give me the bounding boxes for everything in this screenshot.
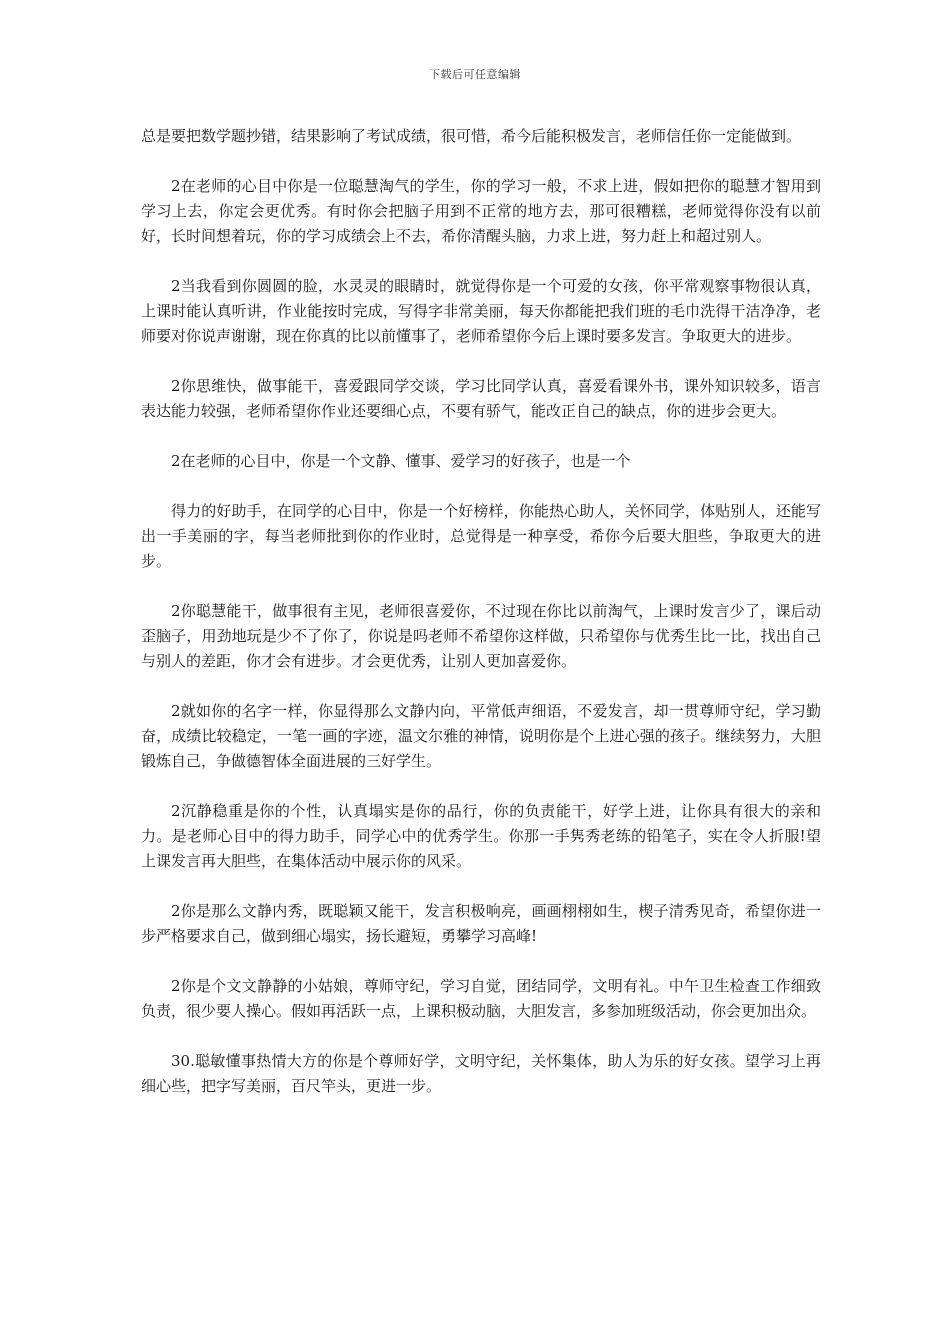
paragraph: 2你是那么文静内秀，既聪颖又能干，发言积极响亮，画画栩栩如生，楔子清秀见奇，希望你进一步严格要求自己，做到细心塌实，扬长避短，勇攀学习高峰! bbox=[141, 902, 821, 945]
paragraph: 总是要把数学题抄错，结果影响了考试成绩，很可惜，希今后能积极发言，老师信任你一定能做到。 bbox=[141, 127, 802, 145]
paragraph: 2在老师的心目中，你是一个文静、懂事、爱学习的好孩子，也是一个 bbox=[171, 452, 631, 470]
document-body bbox=[141, 124, 821, 1124]
paragraph: 2在老师的心目中你是一位聪慧淘气的学生，你的学习一般，不求上进，假如把你的聪慧才智用到学习上去，你定会更优秀。有时你会把脑子用到不正常的地方去，那可很糟糕，老师觉得你没有以前好，长时间想着玩，你的学习成绩会上不去，希你清醒头脑，力求上进，努力赶上和超过别人。 bbox=[141, 177, 821, 245]
paragraph: 30.聪敏懂事热情大方的你是个尊师好学，文明守纪，关怀集体，助人为乐的好女孩。望学习上再细心些，把字写美丽，百尺竿头，更进一步。 bbox=[141, 1052, 821, 1095]
paragraph: 2你思维快，做事能干，喜爱跟同学交谈，学习比同学认真，喜爱看课外书，课外知识较多，语言表达能力较强，老师希望你作业还要细心点，不要有骄气，能改正自己的缺点，你的进步会更大。 bbox=[141, 377, 821, 420]
paragraph: 2沉静稳重是你的个性，认真塌实是你的品行，你的负责能干，好学上进，让你具有很大的亲和力。是老师心目中的得力助手，同学心中的优秀学生。你那一手隽秀老练的铅笔子，实在令人折服!望上课发言再大胆些，在集体活动中展示你的风采。 bbox=[141, 802, 821, 870]
page-header: 下载后可任意编辑 bbox=[429, 68, 521, 81]
paragraph: 2你聪慧能干，做事很有主见，老师很喜爱你，不过现在你比以前淘气，上课时发言少了，课后动歪脑子，用劲地玩是少不了你了，你说是吗老师不希望你这样做，只希望你与优秀生比一比，找出自己与别人的差距，你才会有进步。才会更优秀，让别人更加喜爱你。 bbox=[141, 602, 821, 670]
paragraph: 得力的好助手，在同学的心目中，你是一个好榜样，你能热心助人，关怀同学，体贴别人，还能写出一手美丽的字，每当老师批到你的作业时，总觉得是一种享受，希你今后要大胆些，争取更大的进步。 bbox=[141, 502, 821, 570]
paragraph: 2你是个文文静静的小姑娘，尊师守纪，学习自觉，团结同学，文明有礼。中午卫生检查工作细致负责，很少要人操心。假如再活跃一点，上课积极动脑，大胆发言，多参加班级活动，你会更加出众。 bbox=[141, 977, 821, 1020]
paragraph: 2当我看到你圆圆的脸，水灵灵的眼睛时，就觉得你是一个可爱的女孩，你平常观察事物很认真，上课时能认真听讲，作业能按时完成，写得字非常美丽，每天你都能把我们班的毛巾洗得干洁净净，老师要对你说声谢谢，现在你真的比以前懂事了，老师希望你今后上课时要多发言。争取更大的进步。 bbox=[141, 277, 821, 345]
paragraph: 2就如你的名字一样，你显得那么文静内向，平常低声细语，不爱发言，却一贯尊师守纪，学习勤奋，成绩比较稳定，一笔一画的字迹，温文尔雅的神情，说明你是个上进心强的孩子。继续努力，大胆锻炼自己，争做德智体全面进展的三好学生。 bbox=[141, 702, 821, 770]
